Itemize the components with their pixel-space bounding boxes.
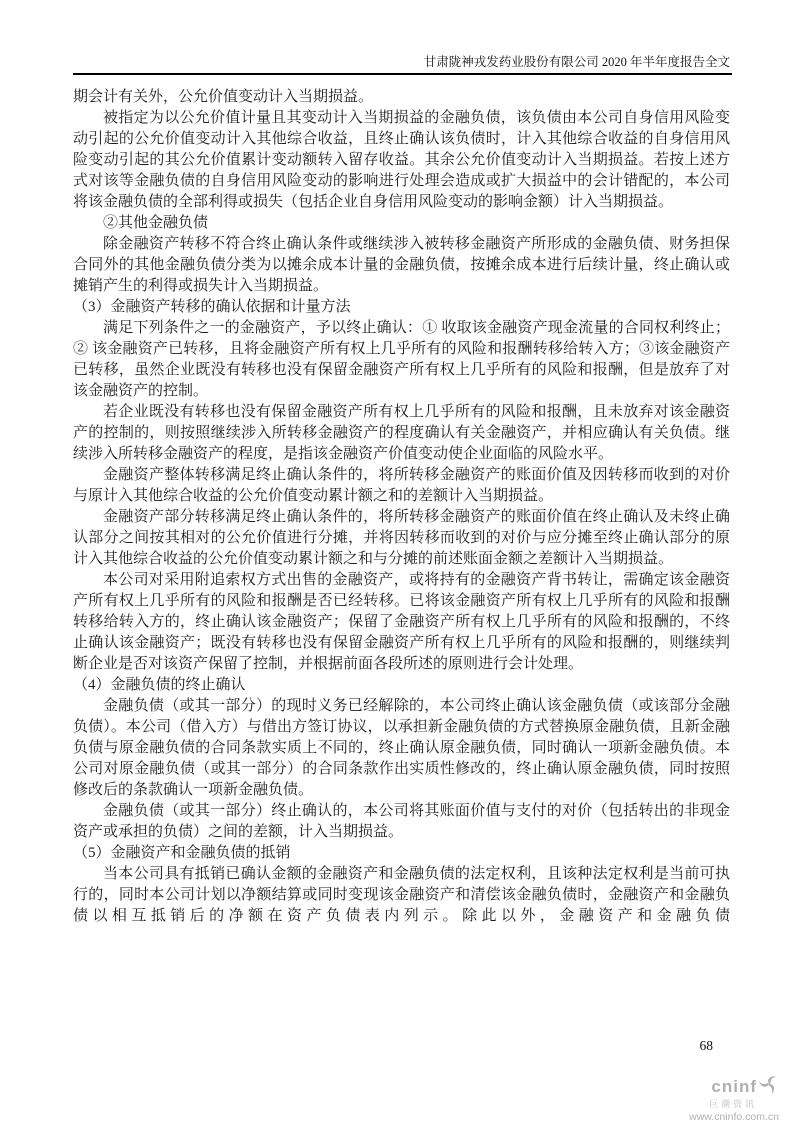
page-header-title: 甘肃陇神戎发药业股份有限公司 2020 年半年度报告全文 xyxy=(423,55,730,69)
paragraph: 金融负债（或其一部分）的现时义务已经解除的，本公司终止确认该金融负债（或该部分金融负债）。本公司（借入方）与借出方签订协议，以承担新金融负债的方式替换原金融负债，且新金融负债与原金融负债的合同条款实质上不同的，终止确认原金融负债，同时确认一项新金融负债。本公司对原金融负债（或其一部分）的合同条款作出实质性修改的，终止确认原金融负债，同时按照修改后的条款确认一项新金融负债。 xyxy=(73,698,730,798)
document-body xyxy=(73,87,730,927)
paragraph: 金融资产整体转移满足终止确认条件的，将所转移金融资产的账面价值及因转移而收到的对价与原计入其他综合收益的公允价值变动累计额之和的差额计入当期损益。 xyxy=(73,467,730,504)
paragraph: 若企业既没有转移也没有保留金融资产所有权上几乎所有的风险和报酬，且未放弃对该金融资产的控制的，则按照继续涉入所转移金融资产的程度确认有关金融资产，并相应确认有关负债。继续涉入所转移金融资产的程度，是指该金融资产价值变动使企业面临的风险水平。 xyxy=(73,404,730,462)
paragraph: 除金融资产转移不符合终止确认条件或继续涉入被转移金融资产所形成的金融负债、财务担保合同外的其他金融负债分类为以摊余成本计量的金融负债，按摊余成本进行后续计量，终止确认或摊销产生的利得或损失计入当期损益。 xyxy=(73,236,730,294)
header-rule xyxy=(73,73,732,75)
paragraph: 满足下列条件之一的金融资产，予以终止确认：① 收取该金融资产现金流量的合同权利终止；② 该金融资产已转移，且将金融资产所有权上几乎所有的风险和报酬转移给转入方；③该金融资产已转移，虽然企业既没有转移也没有保留金融资产所有权上几乎所有的风险和报酬，但是放弃了对该金融资产的控制。 xyxy=(73,320,730,399)
paragraph: 金融资产部分转移满足终止确认条件的，将所转移金融资产的账面价值在终止确认及未终止确认部分之间按其相对的公允价值进行分摊，并将因转移而收到的对价与应分摊至终止确认部分的原计入其他综合收益的公允价值变动累计额之和与分摊的前述账面金额之差额计入当期损益。 xyxy=(73,509,730,567)
paragraph: 被指定为以公允价值计量且其变动计入当期损益的金融负债，该负债由本公司自身信用风险变动引起的公允价值变动计入其他综合收益，且终止确认该负债时，计入其他综合收益的自身信用风险变动引起的其公允价值累计变动额转入留存收益。其余公允价值变动计入当期损益。若按上述方式对该等金融负债的自身信用风险变动的影响进行处理会造成或扩大损益中的会计错配的，本公司将该金融负债的全部利得或损失（包括企业自身信用风险变动的影响金额）计入当期损益。 xyxy=(73,110,730,210)
paragraph: 期会计有关外，公允价值变动计入当期损益。 xyxy=(73,89,374,105)
page-number: 68 xyxy=(699,1038,713,1053)
cninfo-swirl-icon xyxy=(759,1074,779,1098)
paragraph: 当本公司具有抵销已确认金额的金融资产和金融负债的法定权利，且该种法定权利是当前可执行的，同时本公司计划以净额结算或同时变现该金融资产和清偿该金融负债时，金融资产和金融负债以相互抵销后的净额在资产负债表内列示。除此以外，金融资产和金融负债 xyxy=(73,866,730,924)
watermark-url: www.cninfo.com.cn xyxy=(689,1111,779,1122)
cninfo-watermark xyxy=(629,1074,779,1122)
paragraph: 本公司对采用附追索权方式出售的金融资产，或将持有的金融资产背书转让，需确定该金融资产所有权上几乎所有的风险和报酬是否已经转移。已将该金融资产所有权上几乎所有的风险和报酬转移给转入方的，终止确认该金融资产；保留了金融资产所有权上几乎所有的风险和报酬的，不终止确认该金融资产；既没有转移也没有保留金融资产所有权上几乎所有的风险和报酬的，则继续判断企业是否对该资产保留了控制，并根据前面各段所述的原则进行会计处理。 xyxy=(73,572,730,672)
paragraph: （5）金融资产和金融负债的抵销 xyxy=(73,845,291,861)
watermark-caption: 巨潮资讯 xyxy=(708,1099,757,1109)
paragraph: ②其他金融负债 xyxy=(103,215,209,231)
paragraph: （3）金融资产转移的确认依据和计量方法 xyxy=(73,299,351,315)
watermark-brand: cninf xyxy=(711,1076,757,1096)
paragraph: （4）金融负债的终止确认 xyxy=(73,677,246,693)
paragraph: 金融负债（或其一部分）终止确认的，本公司将其账面价值与支付的对价（包括转出的非现金资产或承担的负债）之间的差额，计入当期损益。 xyxy=(73,803,730,840)
